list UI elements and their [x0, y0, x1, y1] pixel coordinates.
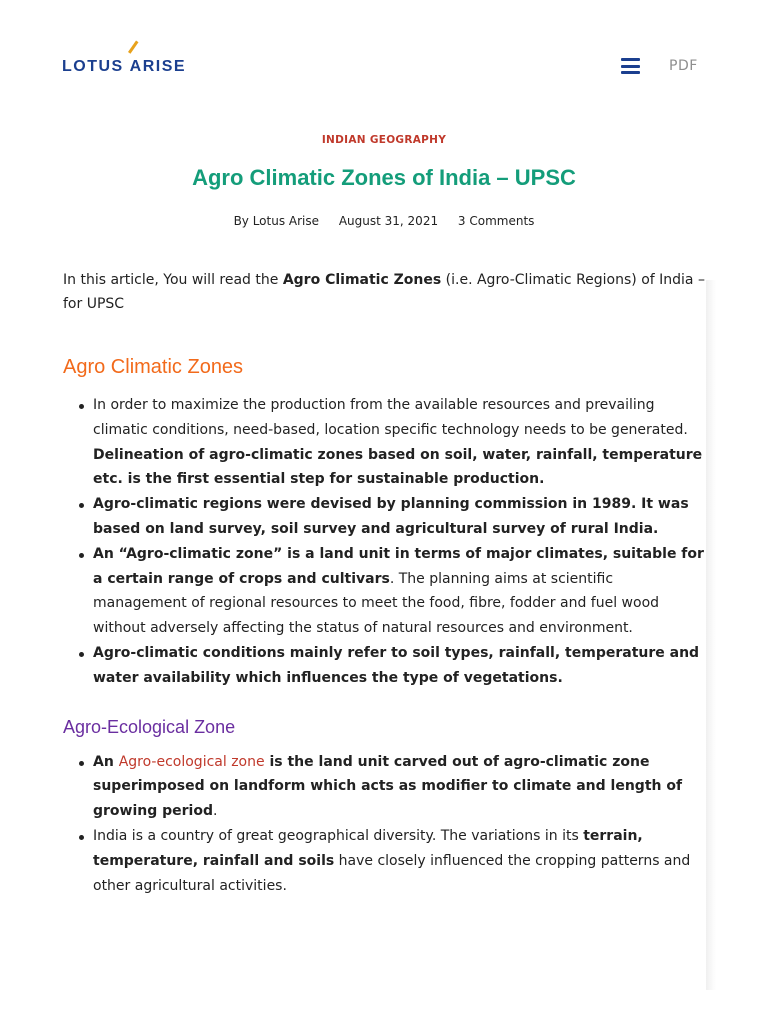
agro-ecological-zone-link[interactable]: Agro-ecological zone	[118, 753, 265, 770]
logo-text-a: A	[129, 58, 143, 75]
post-date[interactable]: August 31, 2021	[338, 214, 439, 228]
list-item	[93, 393, 709, 492]
item-bold: Agro-climatic conditions mainly refer to soil types, rainfall, temperature and water availability which influences the type of vegetations.	[93, 644, 700, 686]
item-bold: An	[93, 753, 119, 770]
byline	[0, 214, 768, 228]
item-bold: Agro-climatic regions were devised by planning commission in 1989. It was based on land survey, soil survey and agricultural survey of rural India.	[93, 496, 689, 537]
author-link[interactable]: By Lotus Arise	[233, 214, 320, 228]
logo-letter-a	[130, 58, 143, 76]
menu-bar	[621, 58, 640, 61]
agro-ecological-list	[63, 750, 709, 899]
logo-text-lotus: LOTUS	[62, 58, 130, 75]
agro-climatic-list	[63, 393, 709, 691]
menu-bar	[621, 65, 640, 68]
intro-paragraph	[63, 268, 709, 316]
site-header	[0, 0, 768, 110]
logo-wordmark	[62, 58, 186, 76]
item-text: have closely influenced the cropping patterns and other agricultural activities.	[93, 852, 691, 894]
pdf-link[interactable]: PDF	[669, 58, 698, 74]
post-meta	[0, 128, 768, 228]
intro-text: (i.e. Agro-Climatic Regions) of India – for UPSC	[63, 272, 705, 312]
hamburger-menu-icon[interactable]	[621, 58, 640, 74]
logo-text-rise: RISE	[142, 58, 187, 75]
article-body	[63, 268, 709, 898]
item-bold: terrain, temperature, rainfall and soils	[93, 827, 643, 869]
list-item	[93, 824, 709, 898]
intro-bold: Agro Climatic Zones	[282, 272, 442, 288]
list-item	[93, 641, 709, 691]
list-item	[93, 750, 709, 824]
category-link[interactable]: INDIAN GEOGRAPHY	[321, 134, 447, 146]
item-bold: Delineation of agro-climatic zones based on soil, water, rainfall, temperature etc. is the first essential step for sustainable production.	[93, 446, 703, 488]
item-text: .	[213, 803, 218, 820]
item-text: India is a country of great geographical diversity. The variations in its	[93, 827, 584, 844]
list-item	[93, 542, 709, 641]
intro-text: In this article, You will read the	[63, 272, 283, 288]
section-heading-agro-ecological: Agro-Ecological Zone	[63, 716, 236, 737]
item-text: . The planning aims at scientific management of regional resources to meet the food, fibre, fodder and fuel wood without adversely affecting the status of natural resources and environment.	[93, 570, 660, 637]
item-bold: An “Agro-climatic zone” is a land unit in terms of major climates, suitable for a certain range of crops and cultivars	[93, 545, 704, 587]
section-heading-agro-climatic: Agro Climatic Zones	[63, 356, 244, 378]
page-title: Agro Climatic Zones of India – UPSC	[192, 165, 576, 190]
site-logo[interactable]	[62, 58, 186, 76]
item-bold: is the land unit carved out of agro-climatic zone superimposed on landform which acts as modifier to climate and length of growing period	[93, 753, 683, 820]
menu-bar	[621, 71, 640, 74]
comments-link[interactable]: 3 Comments	[457, 214, 535, 228]
item-text: In order to maximize the production from the available resources and prevailing climatic conditions, need-based, location specific technology needs to be generated.	[93, 397, 688, 438]
list-item	[93, 492, 709, 542]
